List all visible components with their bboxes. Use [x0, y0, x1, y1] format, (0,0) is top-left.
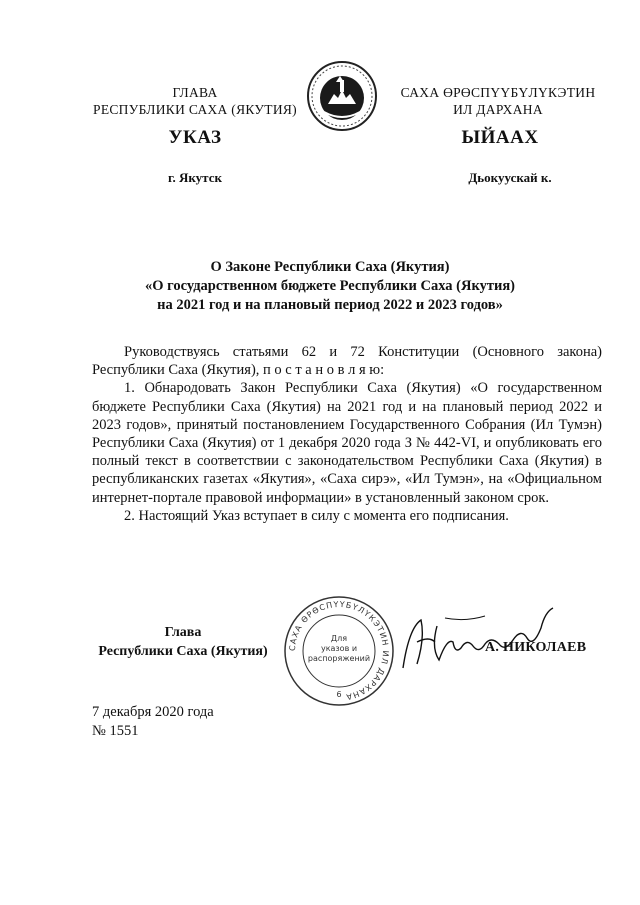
seal-center-line1: Для	[330, 634, 348, 643]
subject-line3: на 2021 год и на плановый период 2022 и 2023 годов»	[157, 297, 503, 313]
body-item1: 1. Обнародовать Закон Республики Саха (Якутия) «О государственном бюджете Республики Саха (Якутия) на 2021 год и на плановый период 2022 и 2023 годов», принятый постановлением Государственного Собрания (Ил Тумэн) Республики Саха (Якутия) от 1 декабря 2020 года З № 442-VI, и опубликовать его полный текст в соответствии с законодательством Республики Саха (Якутия) в республиканских газетах «Якутия», «Саха сирэ», «Ил Тумэн», на «Официальном интернет-портале правовой информации» в установленный законом срок.	[92, 380, 602, 506]
seal-center-line2: указов и	[320, 644, 358, 653]
signatory-title-line1: Глава	[164, 625, 202, 640]
decree-date: 7 декабря 2020 года	[92, 704, 214, 720]
seal-number: 6	[336, 690, 342, 699]
header-left-line1: ГЛАВА	[172, 85, 218, 100]
seal-center-line3: распоряжений	[307, 654, 371, 663]
place-ru: г. Якутск	[168, 170, 222, 185]
signatory-title	[88, 623, 278, 661]
body-intro: Руководствуясь статьями 62 и 72 Конституции (Основного закона) Республики Саха (Якутия), п о с т а н о в л я ю:	[92, 344, 602, 379]
decree-subject	[60, 258, 600, 315]
handwritten-signature	[395, 598, 565, 678]
official-seal	[283, 595, 395, 707]
header-left	[80, 84, 310, 118]
seal-ring-text: САХА ӨРӨСПҮҮБҮЛҮКЭТИН ИЛ ДАРХАНА	[287, 599, 391, 702]
header-right-line1: САХА ӨРӨСПҮҮБҮЛҮКЭТИН	[400, 85, 596, 100]
header-right-line2: ИЛ ДАРХАНА	[453, 102, 543, 117]
signatory-title-line2: Республики Саха (Якутия)	[98, 644, 268, 659]
decree-title-ru: УКАЗ	[168, 127, 222, 148]
footer	[92, 703, 214, 741]
signatory-name: А. НИКОЛАЕВ	[485, 640, 587, 655]
subject-line1: О Законе Республики Саха (Якутия)	[210, 259, 450, 275]
decree-title-sakha: ЫЙААХ	[461, 127, 539, 148]
subject-line2: «О государственном бюджете Республики Саха (Якутия)	[145, 278, 515, 294]
place-sakha: Дьокуускай к.	[468, 170, 552, 185]
header-right	[378, 84, 618, 118]
decree-number: № 1551	[92, 723, 139, 739]
coat-of-arms-icon	[306, 60, 378, 132]
decree-body	[92, 343, 602, 525]
body-item2: 2. Настоящий Указ вступает в силу с момента его подписания.	[124, 507, 509, 524]
header-left-line2: РЕСПУБЛИКИ САХА (ЯКУТИЯ)	[93, 102, 297, 117]
